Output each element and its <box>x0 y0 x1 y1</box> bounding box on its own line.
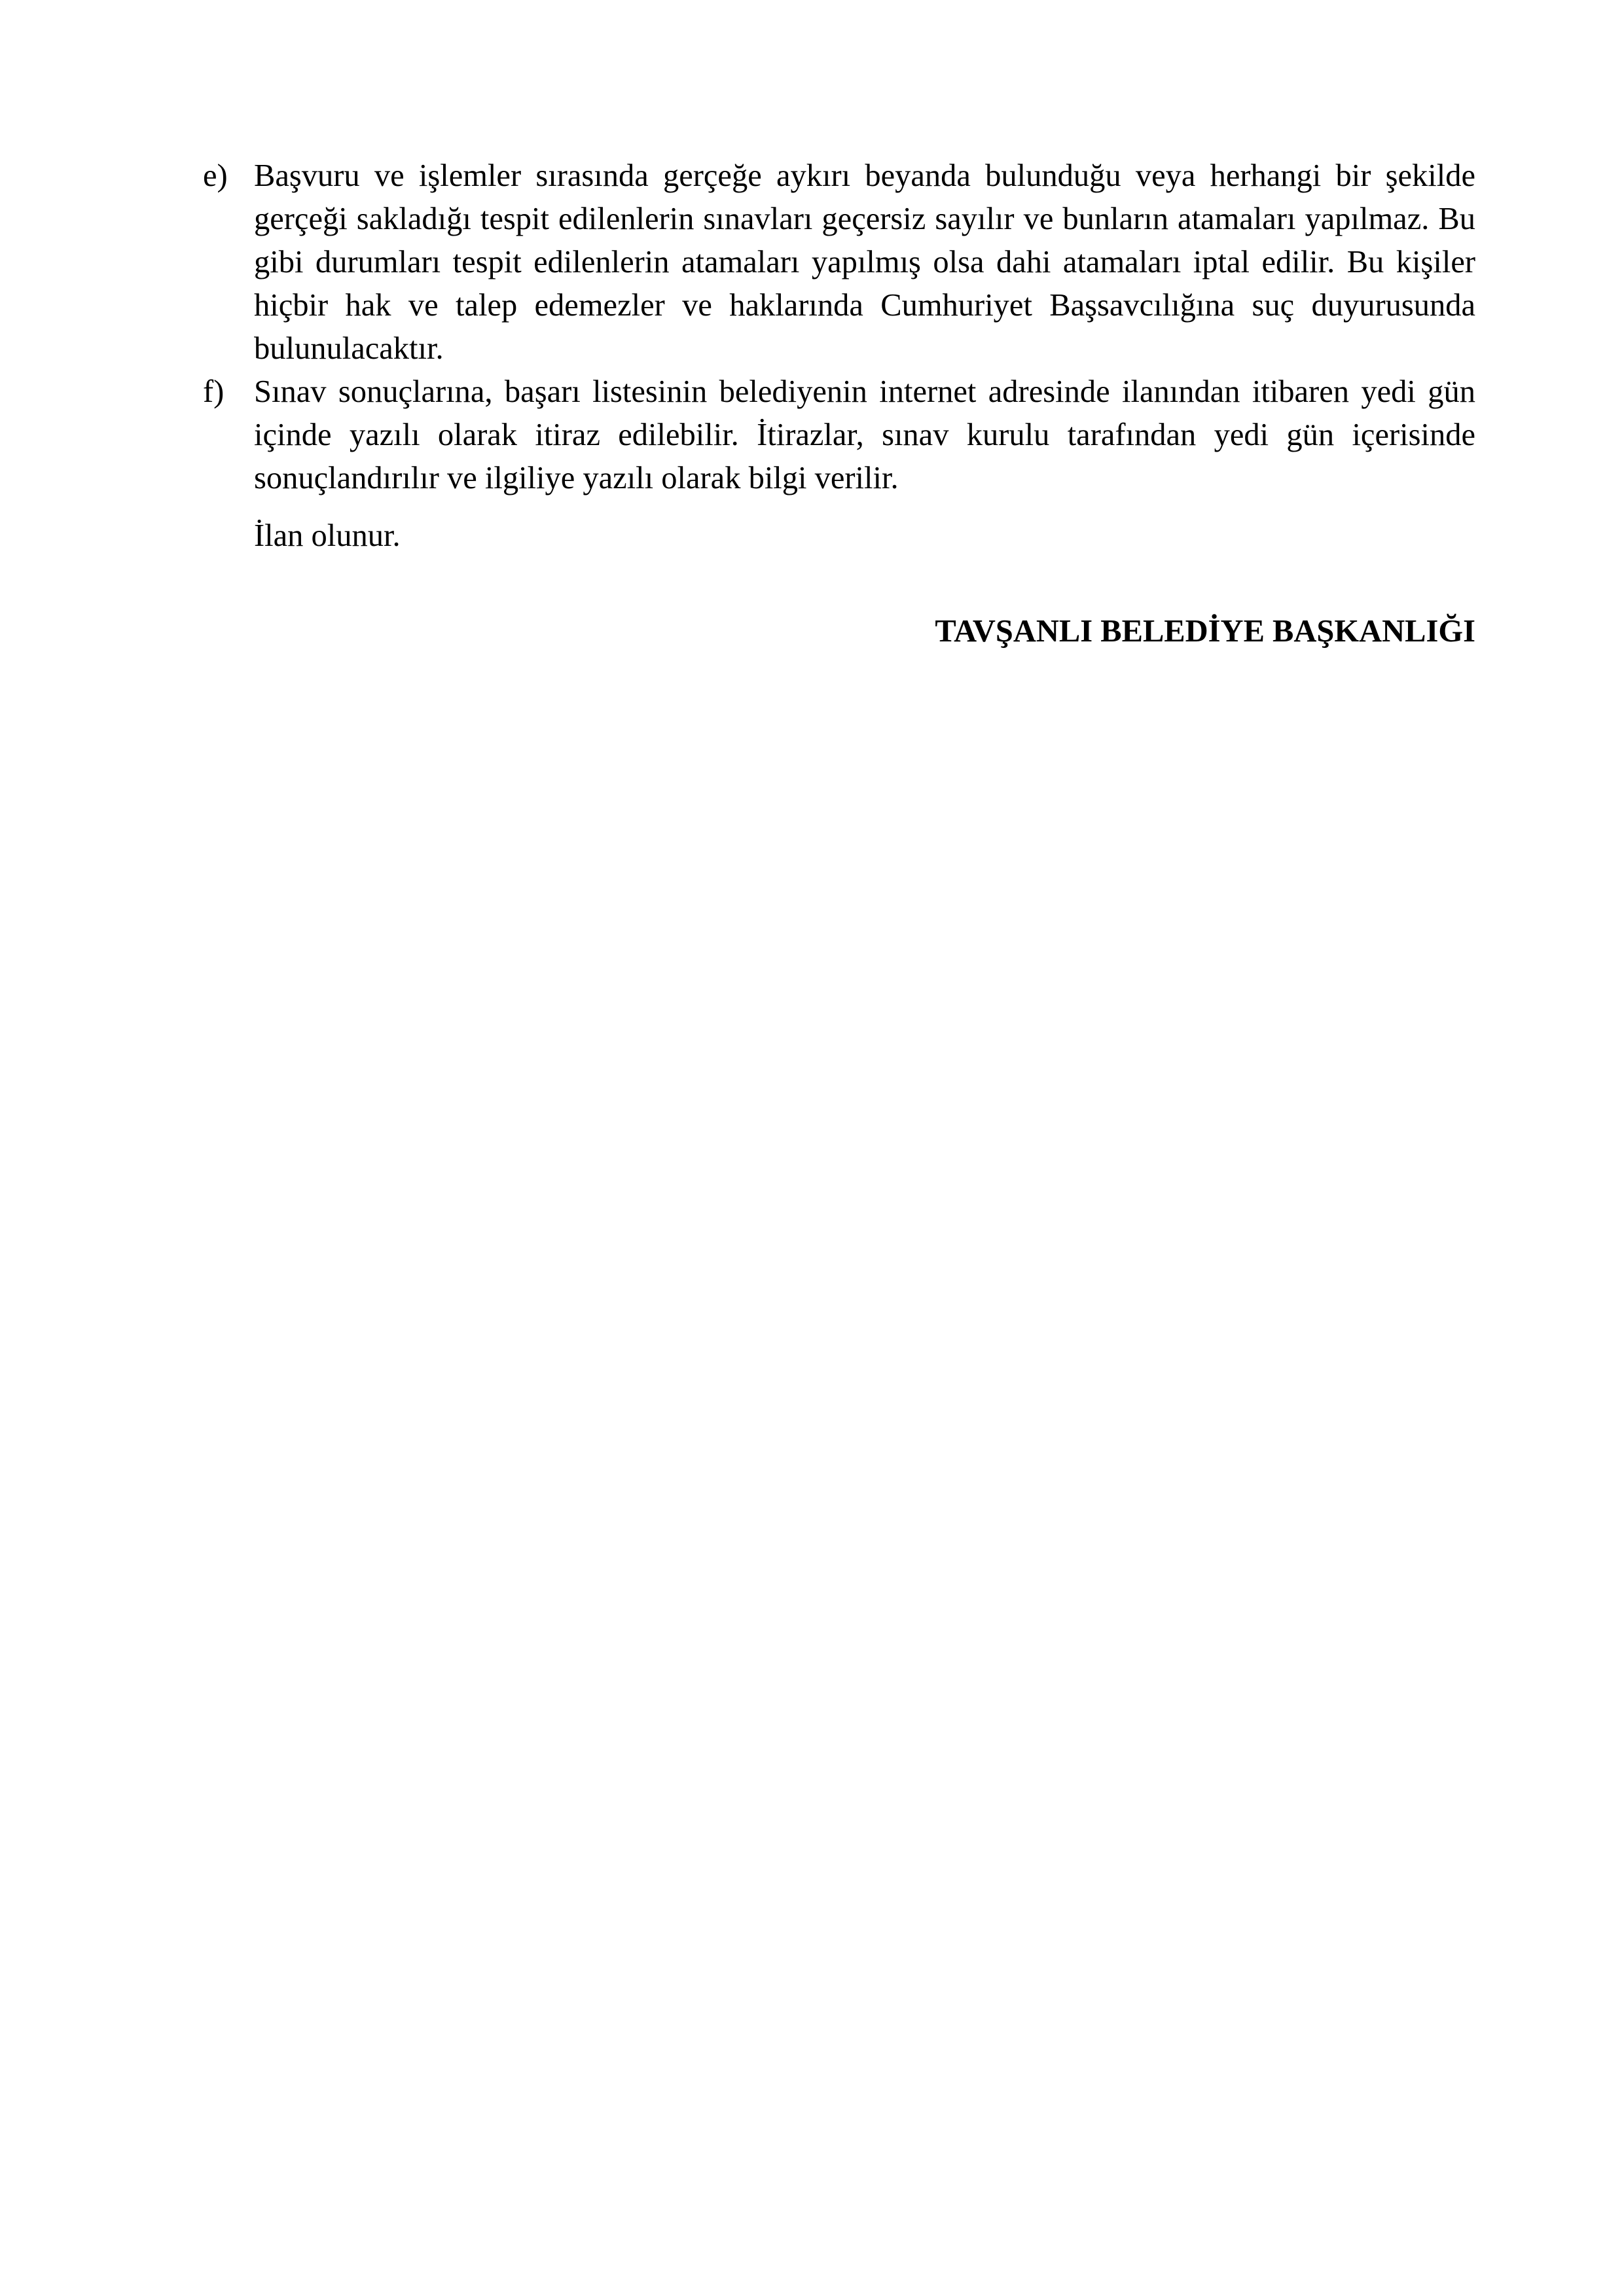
document-page <box>203 154 1475 653</box>
list-item-text: Sınav sonuçlarına, başarı listesinin belediyenin internet adresinde ilanından itibaren yedi gün içinde yazılı olarak itiraz edilebilir. İtirazlar, sınav kurulu tarafından yedi gün içerisinde sonuçlandırılır ve ilgiliye yazılı olarak bilgi verilir. <box>254 374 1475 495</box>
closing-statement: İlan olunur. <box>254 518 401 553</box>
list-item-label: f) <box>203 374 225 409</box>
signature-block: TAVŞANLI BELEDİYE BAŞKANLIĞI <box>935 614 1475 649</box>
list-item-label: e) <box>203 158 228 193</box>
list-item-f <box>203 370 1475 500</box>
list-item-e <box>203 154 1475 370</box>
list-item-text: Başvuru ve işlemler sırasında gerçeğe aykırı beyanda bulunduğu veya herhangi bir şekilde gerçeği sakladığı tespit edilenlerin sınavları geçersiz sayılır ve bunların atamaları yapılmaz. Bu gibi durumları tespit edilenlerin atamaları yapılmış olsa dahi atamaları iptal edilir. Bu kişiler hiçbir hak ve talep edemezler ve haklarında Cumhuriyet Başsavcılığına suç duyurusunda bulunulacaktır. <box>254 158 1475 366</box>
